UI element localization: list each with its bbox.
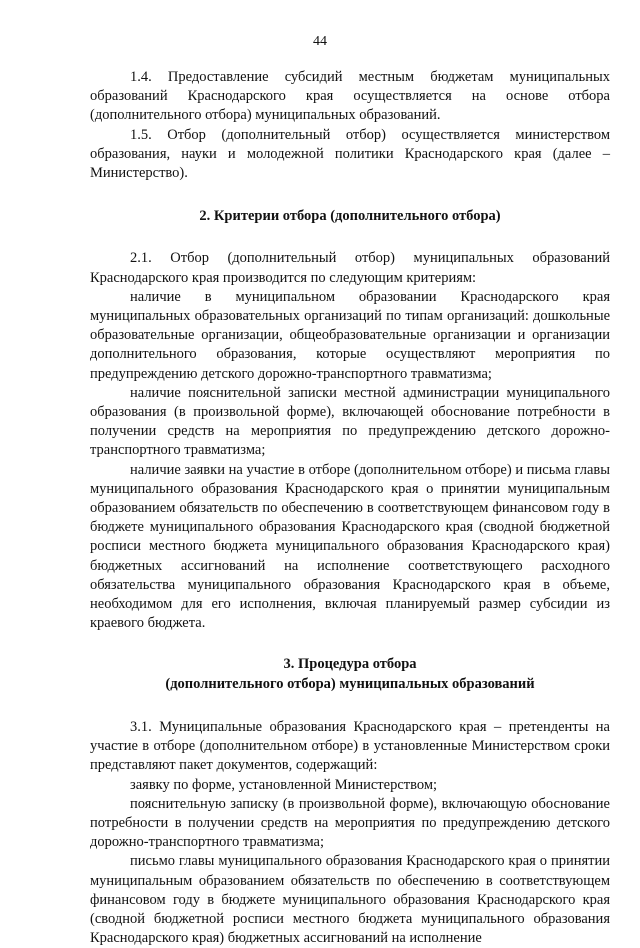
section-3-heading-line-1: 3. Процедура отбора [283,656,417,673]
section-2 [90,249,610,633]
criterion-organizations: наличие в муниципальном образовании Краснодарского края муниципальных образовательных организаций по типам организаций: дошкольные образовательные организации, общеобразовательные организации и организации дополнительного образования, которые осуществляют мероприятия по предупреждению детского дорожно-транспортного травматизма; [90,288,610,382]
section-3-heading-line-2: (дополнительного отбора) муниципальных образований [165,675,535,692]
criterion-explanatory-note: наличие пояснительной записки местной администрации муниципального образования (в произвольной форме), включающей обоснование потребности в получении средств на мероприятия по предупреждению детского дорожно-транспортного травматизма; [90,384,610,459]
paragraph-3-1: 3.1. Муниципальные образования Краснодарского края – претенденты на участие в отборе (дополнительном отборе) в установленные Министерством сроки представляют пакет документов, содержащий: [90,718,610,774]
section-2-heading: 2. Критерии отбора (дополнительного отбора) [199,208,501,225]
paragraph-2-1: 2.1. Отбор (дополнительный отбор) муниципальных образований Краснодарского края производится по следующим критериям: [90,250,610,286]
criterion-application-letter: наличие заявки на участие в отборе (дополнительном отборе) и письма главы муниципального образования Краснодарского края о принятии муниципальным образованием обязательств по обеспечению в соответствующем финансовом году в бюджете муниципального образования Краснодарского края (сводной бюджетной росписи местного бюджета муниципального образования Краснодарского края) бюджетных ассигнований на исполнение соответствующего расходного обязательства муниципального образования Краснодарского края в объеме, необходимом для его исполнения, включая планируемый размер субсидии из краевого бюджета. [90,461,610,632]
page-number: 44 [313,34,327,49]
document-body [90,68,610,948]
document-item-application: заявку по форме, установленной Министерством; [130,776,438,793]
paragraph-1-5: 1.5. Отбор (дополнительный отбор) осуществляется министерством образования, науки и молодежной политики Краснодарского края (далее – Министерство). [90,126,610,182]
document-item-explanatory-note: пояснительную записку (в произвольной форме), включающую обоснование потребности в получении средств на мероприятия по предупреждению детского дорожно-транспортного травматизма; [90,795,610,851]
section-1 [90,68,610,183]
document-item-letter: письмо главы муниципального образования Краснодарского края о принятии муниципальным образованием обязательств по обеспечению в соответствующем финансовом году в бюджете муниципального образования Краснодарского края (сводной бюджетной росписи местного бюджета муниципального образования Краснодарского края) бюджетных ассигнований на исполнение [90,853,610,947]
section-3 [90,718,610,948]
paragraph-1-4: 1.4. Предоставление субсидий местным бюджетам муниципальных образований Краснодарского края осуществляется на основе отбора (дополнительного отбора) муниципальных образований. [90,69,610,124]
